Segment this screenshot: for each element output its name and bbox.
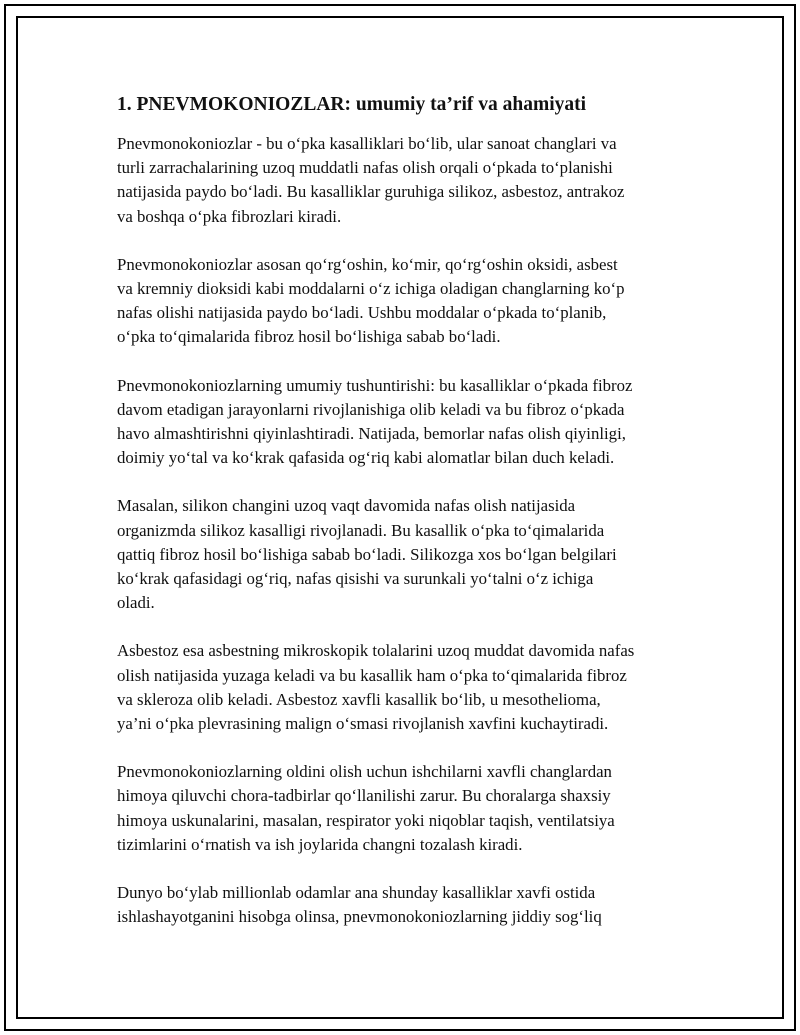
paragraph-line: o‘pka to‘qimalarida fibroz hosil bo‘lishiga sabab bo‘ladi. (117, 327, 501, 347)
paragraph-line: va kremniy dioksidi kabi moddalarni o‘z ichiga oladigan changlarning ko‘p (117, 279, 625, 299)
paragraph-line: ko‘krak qafasidagi og‘riq, nafas qisishi va surunkali yo‘talni o‘z ichiga (117, 569, 594, 589)
paragraph-line: ya’ni o‘pka plevrasining malign o‘smasi rivojlanish xavfini kuchaytiradi. (117, 714, 609, 734)
paragraph-line: natijasida paydo bo‘ladi. Bu kasalliklar guruhiga silikoz, asbestoz, antrakoz (117, 182, 625, 202)
paragraph-line: Pnevmonokoniozlarning umumiy tushuntirishi: bu kasalliklar o‘pkada fibroz (117, 375, 633, 395)
paragraph-line: himoya qiluvchi chora-tadbirlar qo‘llanilishi zarur. Bu choralarga shaxsiy (117, 786, 611, 806)
paragraph-1 (117, 132, 697, 229)
paragraph-line: va skleroza olib keladi. Asbestoz xavfli kasallik bo‘lib, u mesothelioma, (117, 689, 601, 709)
paragraph-line: Pnevmonokoniozlar - bu o‘pka kasalliklari bo‘lib, ular sanoat changlari va (117, 134, 617, 153)
paragraph-line: va boshqa o‘pka fibrozlari kiradi. (117, 206, 342, 226)
paragraph-line: himoya uskunalarini, masalan, respirator yoki niqoblar taqish, ventilatsiya (117, 810, 615, 830)
section-heading: 1. PNEVMOKONIOZLAR: umumiy ta’rif va ahamiyati (117, 94, 587, 115)
paragraph-2 (117, 253, 697, 350)
paragraph-3 (117, 374, 697, 471)
paragraph-7 (117, 881, 697, 929)
paragraph-line: Masalan, silikon changini uzoq vaqt davomida nafas olish natijasida (117, 496, 576, 516)
paragraph-line: oladi. (117, 593, 155, 613)
paragraph-line: Asbestoz esa asbestning mikroskopik tolalarini uzoq muddat davomida nafas (117, 641, 635, 661)
paragraph-line: turli zarrachalarining uzoq muddatli nafas olish orqali o‘pkada to‘planishi (117, 158, 613, 178)
paragraph-line: organizmda silikoz kasalligi rivojlanadi. Bu kasallik o‘pka to‘qimalarida (117, 520, 605, 540)
paragraph-line: Dunyo bo‘ylab millionlab odamlar ana shunday kasalliklar xavfi ostida (117, 883, 596, 903)
paragraph-line: Pnevmonokoniozlar asosan qo‘rg‘oshin, ko‘mir, qo‘rg‘oshin oksidi, asbest (117, 254, 618, 274)
paragraph-line: nafas olishi natijasida paydo bo‘ladi. Ushbu moddalar o‘pkada to‘planib, (117, 303, 607, 323)
paragraph-line: davom etadigan jarayonlarni rivojlanishiga olib keladi va bu fibroz o‘pkada (117, 399, 625, 419)
paragraph-5 (117, 639, 697, 736)
paragraph-line: doimiy yo‘tal va ko‘krak qafasida og‘riq kabi alomatlar bilan duch keladi. (117, 448, 615, 468)
document-body (117, 92, 697, 953)
paragraph-4 (117, 494, 697, 615)
paragraph-line: Pnevmonokoniozlarning oldini olish uchun ishchilarni xavfli changlardan (117, 762, 612, 782)
paragraph-line: qattiq fibroz hosil bo‘lishiga sabab bo‘ladi. Silikozga xos bo‘lgan belgilari (117, 544, 617, 564)
paragraph-line: tizimlarini o‘rnatish va ish joylarida changni tozalash kiradi. (117, 834, 523, 854)
paragraph-line: olish natijasida yuzaga keladi va bu kasallik ham o‘pka to‘qimalarida fibroz (117, 665, 627, 685)
paragraph-line: ishlashayotganini hisobga olinsa, pnevmonokoniozlarning jiddiy sog‘liq (117, 907, 602, 927)
paragraph-line: havo almashtirishni qiyinlashtiradi. Natijada, bemorlar nafas olish qiyinligi, (117, 424, 626, 444)
paragraph-6 (117, 760, 697, 857)
